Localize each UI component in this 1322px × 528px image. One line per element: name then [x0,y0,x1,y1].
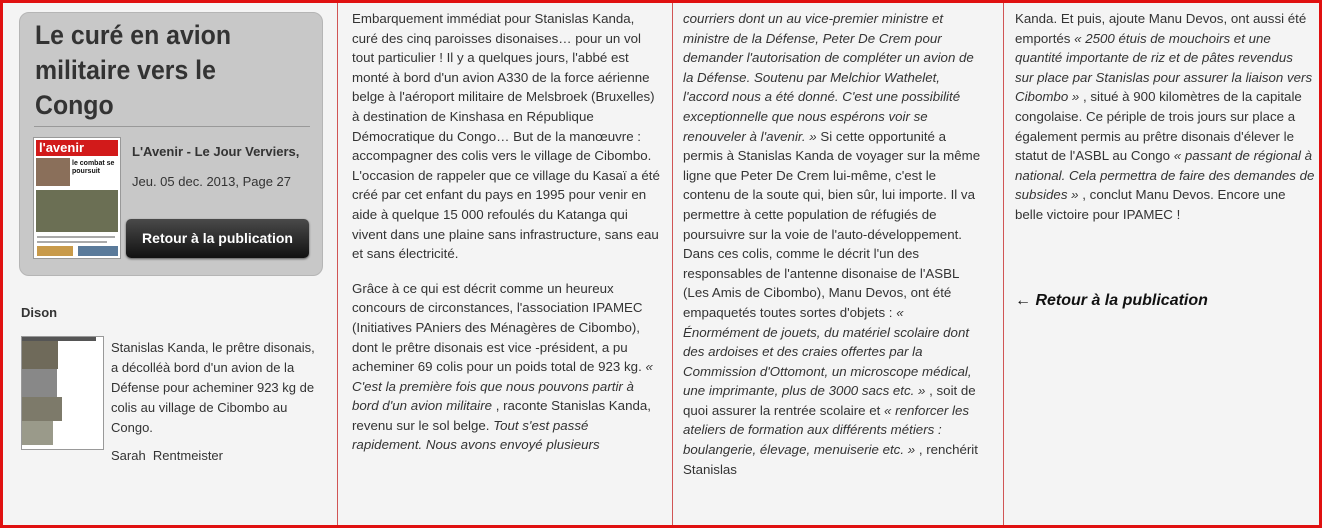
thumbnail-photo [36,190,118,232]
article-title: Le curé en avion militaire vers le Congo [35,20,232,120]
article-paragraph: Embarquement immédiat pour Stanislas Kanda, curé des cinq paroisses disonaises… pour un vol tout particulier ! Il y a quelques jours, l'abbé est monté à bord d'un avion A330 de la force aérienne belge à l'aéroport militaire de Melsbroek (Bruxelles) à destination de Kinshasa en République Démocratique du Congo… But de la manœuvre : accompagner des colis vers le village de Cibombo. L'occasion de rappeler que ce village du Kasaï a été créé par cet enfant du pays en 1995 pour venir en aide à quelque 15 000 refoulés du Katanga qui vivent dans une plaine sans infrastructure, sans eau et sans électricité. [352,11,660,262]
thumbnail-text-line [37,236,115,238]
article-author: Sarah Rentmeister [111,448,223,463]
article-column-3 [1015,9,1315,240]
thumbnail-text-line [37,241,107,243]
back-to-publication-button[interactable]: Retour à la publication [126,219,309,258]
thumbnail-photo [37,246,73,256]
thumbnail-photo [22,421,53,445]
article-paragraph: courriers dont un au vice-premier ministre et ministre de la Défense, Peter De Crem pour demander l'autorisation de compléter un avion de la Défense. Soutenu par Melchior Wathelet, l'accord nous a été donné. C'est une possibilité exceptionnelle que nous espérons voir se renouveler à l'avenir. » Si cette opportunité a permis à Stanislas Kanda de voyager sur la même ligne que Peter De Crem lui-même, c'est le contenu de la soute qui, bien sûr, lui importe. Il va permettre à cette population de réfugiés de poursuivre sur la voie de l'auto-développement. Dans ces colis, comme le décrit l'un des responsables de l'antenne disonaise de l'ASBL (Les Amis de Cibombo), Manu Devos, ont été empaquetés toutes sortes d'objets : « Énormément de jouets, du matériel scolaire dont des ardoises et des craies offertes par la Commission d'Ottomont, un microscope médical, une imprimante, plus de 3000 sacs etc. » , soit de quoi assurer la rentrée scolaire et « renforcer les ateliers de formation aux différents métiers : boulangerie, élevage, menuiserie etc. » , renchérit Stanislas [683,11,981,477]
section-label: Dison [21,305,58,320]
article-summary: Stanislas Kanda, le prêtre disonais, a décolléà bord d'un avion de la Défense pour acheminer 923 kg de colis au village de Cibombo au Congo. [111,340,315,435]
thumbnail-photo [22,341,58,369]
thumbnail-headline: le combat se poursuit [72,160,115,175]
column-divider [337,3,338,528]
thumbnail-photo [22,397,62,421]
page-thumbnail[interactable] [21,336,104,450]
article-paragraph: Grâce à ce qui est décrit comme un heureux concours de circonstances, l'association IPAMEC (Initiatives PAniers des Ménagères de Cibombo), dont le prêtre disonais est vice -président, a pu acheminer 69 colis pour un poids total de 923 kg. « C'est la première fois que nous pouvons partir à bord d'un avion militaire , raconte Stanislas Kanda, revenu sur le sol belge. Tout s'est passé rapidement. Nous avons envoyé plusieurs [352,280,653,453]
back-to-publication-link[interactable]: ← Retour à la publication [1015,292,1208,309]
publication-date: Jeu. 05 dec. 2013, Page 27 [132,174,292,189]
title-divider [34,126,310,127]
thumbnail-photo [78,246,118,256]
article-paragraph: Kanda. Et puis, ajoute Manu Devos, ont aussi été emportés « 2500 étuis de mouchoirs et une quantité importante de riz et de pâtes revendus sur place par Stanislas pour assurer la liaison vers Cibombo » , situé à 900 kilomètres de la capitale congolaise. Ce périple de trois jours sur place a également permis au prêtre disonais d'élever le statut de l'ASBL au Congo « passant de régional à national. Cela permettra de faire des demandes de subsides » , conclut Manu Devos. Encore une belle victoire pour IPAMEC ! [1015,11,1315,222]
publication-thumbnail[interactable] [33,137,121,259]
article-column-2 [683,9,983,494]
thumbnail-photo [36,158,70,186]
column-divider [672,3,673,528]
article-info-panel [19,12,323,276]
thumbnail-masthead: l'avenir [36,140,118,156]
publication-name: L'Avenir - Le Jour Verviers, [132,144,300,159]
thumbnail-photo [22,369,57,397]
article-column-1 [352,9,660,470]
column-divider [1003,3,1004,528]
